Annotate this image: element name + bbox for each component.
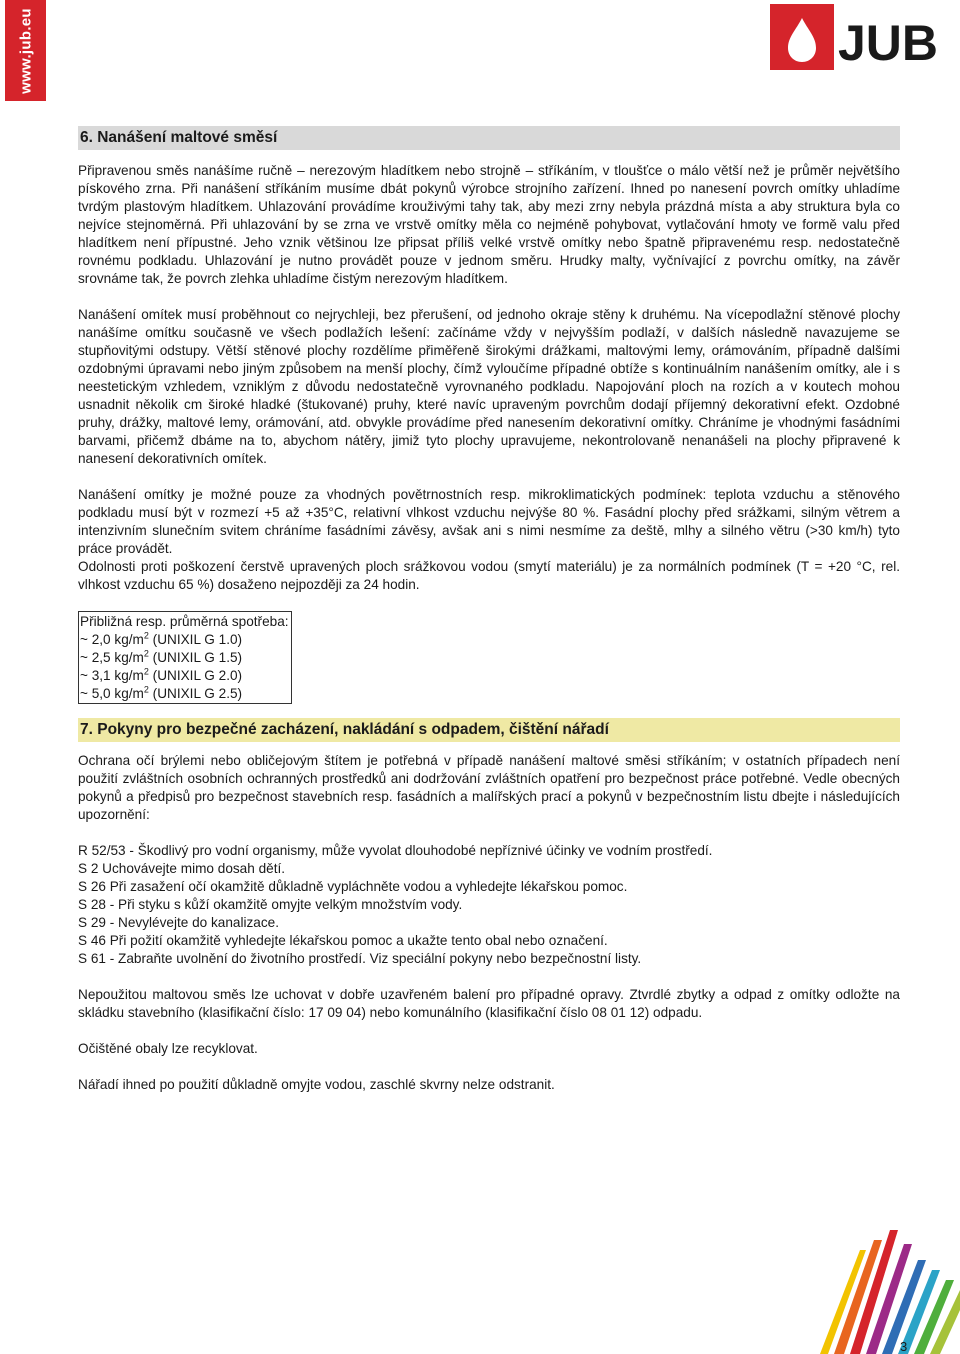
section-7-paragraph-1: Ochrana očí brýlemi nebo obličejovým štítem je potřebná v případě nanášení maltové směsi stříkáním; v ostatních případech není použití zvláštních osobních ochranných prostředků ani dodržování zvláštních opatření pro bezpečnost práce potřebné. Vedle obecných pokynů a předpisů pro bezpečnost stavebních resp. fasádních a malířských prací a pokynů v bezpečnostním listu dbejte i následujících upozornění:: [78, 753, 900, 822]
side-url-text: www.jub.eu: [17, 7, 34, 94]
consumption-box: [78, 611, 292, 704]
section-6-paragraph-3: Nanášení omítky je možné pouze za vhodných povětrnostních resp. mikroklimatických podmínek: teplota vzduchu a stěnového podkladu musí být v rozmezí +5 až +35°C, relativní vlhkost vzduchu nejvýše 80 %. Fasádní plochy před srážkami, silným větrem a intenzivním slunečním svitem chráníme fasádními závěsy, avšak ani s nimi nesmíme za deště, mlhy a silného větru (>30 km/h) tyto práce provádět.: [78, 487, 900, 556]
section-7-paragraph-2: Nepoužitou maltovou směs lze uchovat v dobře uzavřeném balení pro případné opravy. Ztvrdlé zbytky a odpad z omítky odložte na skládku stavebního (klasifikační číslo: 17 09 04) nebo komunálního (klasifikační číslo 08 01 12) odpadu.: [78, 987, 900, 1020]
section-7-paragraph-4: Nářadí ihned po použití důkladně omyjte vodou, zaschlé skvrny nelze odstranit.: [78, 1077, 555, 1092]
document-body: [78, 126, 900, 1094]
decorative-stripes: [800, 1230, 960, 1354]
safety-phrase: S 2 Uchovávejte mimo dosah dětí.: [78, 861, 286, 876]
jub-logo: [770, 4, 939, 71]
section-7-paragraph-3: Očištěné obaly lze recyklovat.: [78, 1041, 258, 1056]
safety-phrase: S 26 Při zasažení očí okamžitě důkladně vypláchněte vodou a vyhledejte lékařskou pomoc.: [78, 879, 628, 894]
consumption-item: ~ 3,1 $kg/m^2$ (UNIXIL G 2.0): [80, 666, 243, 683]
logo-text: JUB: [838, 15, 939, 71]
safety-phrase: S 28 - Při styku s kůží okamžitě omyjte velkým množstvím vody.: [78, 897, 463, 912]
consumption-title: Přibližná resp. průměrná spotřeba:: [80, 614, 289, 629]
section-6-paragraph-4: Odolnosti proti poškození čerstvě upravených ploch srážkovou vodou (smytí materiálu) je za normálních podmínek (T = +20 °C, rel. vlhkost vzduchu 65 %) dosaženo nejpozději za 24 hodin.: [78, 559, 900, 592]
safety-phrase: R 52/53 - Škodlivý pro vodní organismy, může vyvolat dlouhodobé nepříznivé účinky ve vodním prostředí.: [78, 843, 713, 858]
safety-phrase: S 61 - Zabraňte uvolnění do životního prostředí. Viz speciální pokyny nebo bezpečnostní listy.: [78, 951, 642, 966]
safety-phrases-list: [78, 842, 900, 968]
consumption-item: ~ 2,0 $kg/m^2$ (UNIXIL G 1.0): [80, 630, 243, 647]
page-number: 3: [900, 1339, 908, 1354]
safety-phrase: S 29 - Nevylévejte do kanalizace.: [78, 915, 279, 930]
section-6-paragraph-2: Nanášení omítek musí proběhnout co nejrychleji, bez přerušení, od jednoho okraje stěny k druhému. Na vícepodlažní stěnové plochy nanášíme omítku současně ve všech podlažích lešení: začínáme vždy v nejvyšším podlaží, v dalších následně navazujeme se stupňovitými odstupy. Větší stěnové plochy rozdělíme přiměřeně širokými drážkami, maltovými lemy, orámováním, případně dalšími ozdobnými úpravami nebo jiným způsobem na menší plochy, čímž vyloučíme případné obtíže s kontinuálním nanášením omítky, ale i s neestetickým vzhledem, vzniklým z důvodu nedostatečně vyrovnaného podkladu. Napojování ploch na rozích a v koutech mohou usnadnit několik cm široké hladké (štukované) pruhy, které navíc upraveným povrchům dodají příjemný dekorativní efekt. Ozdobné pruhy, drážky, maltové lemy, orámování, atd. obvykle provádíme před nanesením dekorativní omítky. Chráníme je vhodnými fasádními barvami, přičemž dbáme na to, abychom nátěry, jimiž tyto plochy upravujeme, nekontrolovaně nenanášeli na plochy připravené k nanesení dekorativních omítek.: [78, 307, 900, 466]
side-url-tab: [5, 0, 46, 101]
section-6-paragraph-1: Připravenou směs nanášíme ručně – nerezovým hladítkem nebo strojně – stříkáním, v tloušťce o málo větší než je průměr největšího pískového zrna. Při nanášení stříkáním musíme dbát pokynů výrobce strojního zařízení. Ihned po nanesení povrch omítky uhladíme tvrdým plastovým hladítkem. Uhlazování provádíme krouživými tahy tak, aby mezi zrny nebyla prázdná místa a aby struktura byla co nejvíce stejnoměrná. Při uhlazování by se zrna ve vrstvě omítky měla co nejméně pohybovat, vytlačování hmoty ve formě valu před hladítkem není přípustné. Jeho vznik většinou lze připsat příliš velké vrstvě omítky nebo špatně připravenému resp. nedostatečně rovnému podkladu. Uhlazování je nutno provádět pouze v jednom směru. Hrudky malty, vyčnívající z povrchu omítky, na závěr srovnáme tak, že povrch zlehka uhladíme čistým nerezovým hladítkem.: [78, 163, 900, 286]
consumption-item: ~ 5,0 $kg/m^2$ (UNIXIL G 2.5): [80, 684, 243, 701]
consumption-item: ~ 2,5 $kg/m^2$ (UNIXIL G 1.5): [80, 648, 243, 665]
section-7-heading: 7. Pokyny pro bezpečné zacházení, nakládání s odpadem, čištění nářadí: [78, 718, 900, 742]
section-6-heading: 6. Nanášení maltové směsí: [78, 126, 900, 150]
safety-phrase: S 46 Při požití okamžitě vyhledejte lékařskou pomoc a ukažte tento obal nebo označení.: [78, 933, 608, 948]
